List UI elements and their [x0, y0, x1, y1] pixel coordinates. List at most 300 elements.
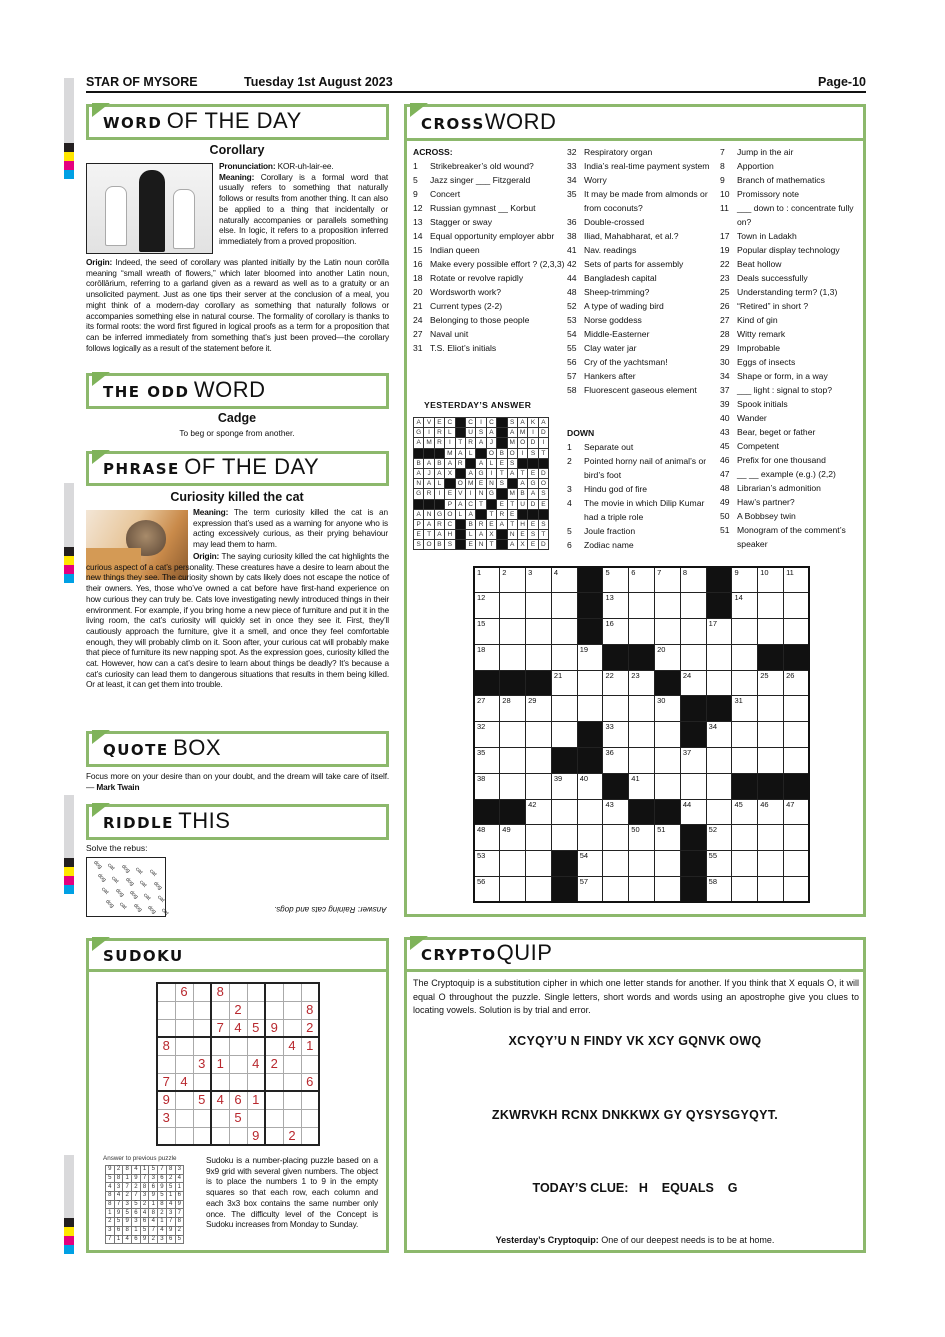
- crossword-cell[interactable]: [551, 825, 577, 851]
- crossword-cell[interactable]: [629, 748, 655, 774]
- clue-number: 19: [720, 245, 730, 255]
- crossword-cell[interactable]: 2: [500, 567, 526, 593]
- crossword-cell[interactable]: [784, 748, 810, 774]
- sudoku-cell[interactable]: [283, 1019, 301, 1037]
- crossword-cell[interactable]: 36: [603, 748, 629, 774]
- sudoku-cell[interactable]: [193, 1019, 211, 1037]
- crossword-row: [474, 877, 809, 903]
- rebus-word: dog: [96, 872, 107, 884]
- answer-black-cell: [465, 458, 475, 468]
- crossword-cell[interactable]: [526, 877, 552, 903]
- crossword-cell[interactable]: [680, 593, 706, 619]
- crossword-cell[interactable]: [629, 619, 655, 645]
- sudoku-cell[interactable]: [157, 1001, 175, 1019]
- clue-item: [720, 481, 862, 495]
- crossword-cell[interactable]: [551, 619, 577, 645]
- crossword-cell[interactable]: [603, 877, 629, 903]
- sudoku-cell[interactable]: [229, 1037, 247, 1055]
- crossword-cell[interactable]: [526, 593, 552, 619]
- answer-cell: 5: [158, 1192, 167, 1201]
- crossword-cell[interactable]: 58: [706, 877, 732, 903]
- crossword-cell[interactable]: [706, 748, 732, 774]
- rebus-word: cat: [117, 901, 128, 911]
- crossword-cell[interactable]: 1: [474, 567, 500, 593]
- crossword-cell[interactable]: [500, 619, 526, 645]
- sudoku-cell[interactable]: [247, 1109, 265, 1127]
- sudoku-cell: 2: [265, 1055, 283, 1073]
- sudoku-cell[interactable]: [157, 983, 175, 1001]
- sudoku-cell[interactable]: [265, 1109, 283, 1127]
- crossword-cell[interactable]: 54: [577, 851, 603, 877]
- crossword-cell[interactable]: 12: [474, 593, 500, 619]
- crossword-cell[interactable]: 41: [629, 773, 655, 799]
- crossword-cell[interactable]: [655, 593, 681, 619]
- crossword-cell[interactable]: [629, 696, 655, 722]
- clue-item: [413, 285, 565, 299]
- crossword-cell[interactable]: [706, 670, 732, 696]
- answer-cell: D: [528, 438, 538, 448]
- crossword-cell[interactable]: 55: [706, 851, 732, 877]
- crossword-cell[interactable]: 7: [655, 567, 681, 593]
- label: Origin:: [86, 257, 113, 267]
- crossword-cell[interactable]: [784, 877, 810, 903]
- crossword-cell[interactable]: 51: [655, 825, 681, 851]
- crossword-cell[interactable]: 39: [551, 773, 577, 799]
- crossword-row: [474, 644, 809, 670]
- crossword-cell[interactable]: [526, 619, 552, 645]
- crossword-cell[interactable]: 3: [526, 567, 552, 593]
- sudoku-cell[interactable]: [229, 1127, 247, 1145]
- sudoku-cell: 2: [283, 1127, 301, 1145]
- clue-text: Jump in the air: [737, 147, 794, 157]
- crossword-cell[interactable]: [784, 593, 810, 619]
- section-title-bold: SUDOKU: [103, 947, 184, 965]
- crossword-cell[interactable]: [500, 722, 526, 748]
- crossword-cell[interactable]: [526, 773, 552, 799]
- crossword-black-cell: [551, 851, 577, 877]
- clue-number: 6: [567, 540, 572, 550]
- answer-cell: L: [434, 479, 444, 489]
- sudoku-cell[interactable]: [175, 1127, 193, 1145]
- answer-cell: G: [486, 489, 496, 499]
- crossword-cell[interactable]: [603, 825, 629, 851]
- answer-cell: M: [424, 438, 434, 448]
- crossword-cell[interactable]: 29: [526, 696, 552, 722]
- crossword-cell[interactable]: 35: [474, 748, 500, 774]
- answer-cell: 9: [123, 1218, 132, 1227]
- sudoku-cell[interactable]: [247, 1037, 265, 1055]
- sudoku-cell[interactable]: [193, 1001, 211, 1019]
- crossword-cell[interactable]: 37: [680, 748, 706, 774]
- crossword-cell[interactable]: 20: [655, 644, 681, 670]
- across-heading: ACROSS:: [413, 147, 453, 157]
- rebus-word: dog: [146, 904, 157, 916]
- clue-number: 1: [567, 442, 572, 452]
- sudoku-cell[interactable]: [175, 1091, 193, 1109]
- clue-text: Wander: [737, 413, 767, 423]
- clue-number: 30: [720, 357, 730, 367]
- sudoku-cell[interactable]: [283, 1001, 301, 1019]
- crossword-cell[interactable]: [706, 644, 732, 670]
- registration-black: [64, 1218, 74, 1227]
- crossword-cell[interactable]: 4: [551, 567, 577, 593]
- crossword-cell[interactable]: [500, 593, 526, 619]
- answer-cell: M: [507, 489, 517, 499]
- sudoku-cell[interactable]: [157, 1055, 175, 1073]
- sudoku-cell[interactable]: [229, 983, 247, 1001]
- crossword-cell[interactable]: 38: [474, 773, 500, 799]
- clue-text: “Retired” in short ?: [737, 301, 809, 311]
- crossword-cell[interactable]: [758, 696, 784, 722]
- answer-cell: A: [424, 458, 434, 468]
- clue-item: [413, 173, 565, 187]
- registration-cyan: [64, 170, 74, 179]
- sudoku-cell[interactable]: [157, 1019, 175, 1037]
- answer-cell: 3: [175, 1166, 184, 1175]
- clue-text: Russian gymnast __ Korbut: [430, 203, 536, 213]
- crossword-cell[interactable]: 33: [603, 722, 629, 748]
- crossword-cell[interactable]: 14: [732, 593, 758, 619]
- sudoku-cell[interactable]: [211, 1127, 229, 1145]
- phrase-origin: [86, 551, 389, 690]
- sudoku-cell: 4: [247, 1055, 265, 1073]
- crossword-cell[interactable]: [758, 877, 784, 903]
- sudoku-cell[interactable]: [157, 1127, 175, 1145]
- crossword-cell[interactable]: [784, 851, 810, 877]
- rebus-word: dog: [114, 887, 125, 899]
- crossword-cell[interactable]: 46: [758, 799, 784, 825]
- crossword-cell[interactable]: [732, 851, 758, 877]
- crossword-cell[interactable]: [655, 877, 681, 903]
- clue-item: [720, 355, 862, 369]
- crossword-cell[interactable]: 13: [603, 593, 629, 619]
- sudoku-cell[interactable]: [283, 1109, 301, 1127]
- crossword-cell[interactable]: 6: [629, 567, 655, 593]
- crossword-cell[interactable]: [629, 722, 655, 748]
- crossword-cell[interactable]: [577, 670, 603, 696]
- answer-black-cell: [424, 499, 434, 509]
- answer-cell: C: [486, 418, 496, 428]
- crossword-cell[interactable]: [526, 851, 552, 877]
- crossword-cell[interactable]: [551, 799, 577, 825]
- crossword-cell[interactable]: [629, 851, 655, 877]
- crossword-cell[interactable]: [655, 619, 681, 645]
- crossword-cell[interactable]: [758, 619, 784, 645]
- answer-cell: E: [528, 519, 538, 529]
- clue-text: Equal opportunity employer abbr: [430, 231, 555, 241]
- crossword-cell[interactable]: [732, 722, 758, 748]
- crossword-cell[interactable]: 34: [706, 722, 732, 748]
- crossword-cell[interactable]: [732, 619, 758, 645]
- answer-cell: S: [507, 458, 517, 468]
- clue-number: 46: [720, 455, 730, 465]
- registration-magenta: [64, 565, 74, 574]
- crossword-cell[interactable]: 43: [603, 799, 629, 825]
- clue-text: ___ light : signal to stop?: [737, 385, 833, 395]
- crossword-cell[interactable]: [603, 851, 629, 877]
- across-clues-column-1: [413, 145, 565, 355]
- sudoku-cell[interactable]: [175, 1019, 193, 1037]
- crossword-cell[interactable]: [526, 644, 552, 670]
- crossword-cell[interactable]: 30: [655, 696, 681, 722]
- cryptoquip-header: [404, 937, 866, 972]
- clue-number: 12: [413, 203, 423, 213]
- answer-cell: 6: [140, 1218, 149, 1227]
- sudoku-cell[interactable]: [175, 1109, 193, 1127]
- sudoku-cell[interactable]: [265, 1073, 283, 1091]
- rebus-word: cat: [99, 886, 110, 896]
- crossword-cell[interactable]: [526, 825, 552, 851]
- sudoku-cell[interactable]: [283, 1055, 301, 1073]
- registration-magenta: [64, 161, 74, 170]
- clue-number: 10: [720, 189, 730, 199]
- sudoku-cell[interactable]: [283, 1091, 301, 1109]
- sudoku-cell[interactable]: [247, 1001, 265, 1019]
- sudoku-cell[interactable]: [265, 983, 283, 1001]
- sudoku-cell[interactable]: [301, 1127, 319, 1145]
- sudoku-row: [157, 1055, 319, 1073]
- section-title-light: THIS: [178, 808, 231, 833]
- crossword-cell[interactable]: [551, 644, 577, 670]
- word-of-day-header: [86, 104, 389, 140]
- sudoku-cell[interactable]: [193, 1037, 211, 1055]
- clue-item: [567, 524, 717, 538]
- crossword-cell[interactable]: 21: [551, 670, 577, 696]
- crossword-cell[interactable]: 15: [474, 619, 500, 645]
- crossword-cell[interactable]: 42: [526, 799, 552, 825]
- answer-cell: S: [507, 418, 517, 428]
- sudoku-cell[interactable]: [193, 983, 211, 1001]
- sudoku-cell[interactable]: [175, 1001, 193, 1019]
- sudoku-cell[interactable]: [211, 1037, 229, 1055]
- crossword-cell[interactable]: [551, 696, 577, 722]
- crossword-cell[interactable]: 45: [732, 799, 758, 825]
- crossword-cell[interactable]: [526, 748, 552, 774]
- crossword-cell[interactable]: 22: [603, 670, 629, 696]
- sudoku-cell[interactable]: [265, 1001, 283, 1019]
- clue-item: [567, 159, 717, 173]
- sudoku-cell[interactable]: [229, 1055, 247, 1073]
- crossword-cell[interactable]: 9: [732, 567, 758, 593]
- crossword-cell[interactable]: 17: [706, 619, 732, 645]
- crossword-cell[interactable]: [784, 619, 810, 645]
- answer-cell: A: [528, 489, 538, 499]
- rebus-word: dog: [124, 876, 135, 888]
- sudoku-cell[interactable]: [247, 1073, 265, 1091]
- answer-black-cell: [455, 519, 465, 529]
- clue-number: 11: [720, 203, 729, 213]
- crossword-cell[interactable]: [500, 644, 526, 670]
- answer-cell: 7: [114, 1200, 123, 1209]
- crossword-cell[interactable]: [577, 825, 603, 851]
- crossword-cell[interactable]: 32: [474, 722, 500, 748]
- crossword-black-cell: [732, 773, 758, 799]
- crossword-cell[interactable]: [758, 722, 784, 748]
- crossword-cell[interactable]: [758, 748, 784, 774]
- crossword-cell[interactable]: [577, 799, 603, 825]
- crossword-black-cell: [474, 799, 500, 825]
- crossword-cell[interactable]: [758, 851, 784, 877]
- answer-cell: I: [486, 468, 496, 478]
- crossword-cell[interactable]: [500, 877, 526, 903]
- answer-cell: 4: [114, 1192, 123, 1201]
- crossword-cell[interactable]: 25: [758, 670, 784, 696]
- sudoku-cell[interactable]: [283, 983, 301, 1001]
- pronunciation: KOR-uh-lair-ee.: [277, 161, 334, 171]
- clue-number: 3: [567, 484, 572, 494]
- crossword-cell[interactable]: 23: [629, 670, 655, 696]
- answer-cell: 7: [158, 1166, 167, 1175]
- crossword-cell[interactable]: 40: [577, 773, 603, 799]
- crossword-cell[interactable]: 44: [680, 799, 706, 825]
- crossword-cell[interactable]: [758, 825, 784, 851]
- crossword-cell[interactable]: [732, 644, 758, 670]
- crossword-cell[interactable]: 19: [577, 644, 603, 670]
- sudoku-cell[interactable]: [229, 1073, 247, 1091]
- crossword-cell[interactable]: 53: [474, 851, 500, 877]
- crossword-cell[interactable]: [629, 593, 655, 619]
- answer-cell: D: [538, 468, 548, 478]
- crossword-cell[interactable]: [732, 825, 758, 851]
- crossword-cell[interactable]: 24: [680, 670, 706, 696]
- answer-row: [414, 458, 549, 468]
- sudoku-cell[interactable]: [193, 1073, 211, 1091]
- crossword-cell[interactable]: 57: [577, 877, 603, 903]
- answer-cell: 5: [166, 1183, 175, 1192]
- crossword-cell[interactable]: 11: [784, 567, 810, 593]
- crossword-cell[interactable]: 48: [474, 825, 500, 851]
- sudoku-cell[interactable]: [211, 1001, 229, 1019]
- crossword-cell[interactable]: [784, 825, 810, 851]
- crossword-cell[interactable]: [655, 773, 681, 799]
- crossword-cell[interactable]: 5: [603, 567, 629, 593]
- sudoku-cell[interactable]: [175, 1037, 193, 1055]
- answer-cell: U: [517, 499, 527, 509]
- answer-cell: 4: [175, 1174, 184, 1183]
- clue-text: Shape or form, in a way: [737, 371, 828, 381]
- clue-number: 47: [720, 469, 730, 479]
- crossword-cell[interactable]: 8: [680, 567, 706, 593]
- crossword-cell[interactable]: [732, 670, 758, 696]
- crossword-cell[interactable]: [603, 696, 629, 722]
- crossword-cell[interactable]: 31: [732, 696, 758, 722]
- crossword-cell[interactable]: [655, 851, 681, 877]
- crossword-cell[interactable]: [784, 722, 810, 748]
- sudoku-cell[interactable]: [193, 1127, 211, 1145]
- answer-cell: I: [528, 428, 538, 438]
- answer-cell: E: [517, 530, 527, 540]
- clue-item: [567, 215, 717, 229]
- crossword-black-cell: [603, 644, 629, 670]
- crossword-cell[interactable]: 49: [500, 825, 526, 851]
- crossword-cell[interactable]: [680, 619, 706, 645]
- crossword-cell[interactable]: [784, 696, 810, 722]
- crossword-cell[interactable]: 26: [784, 670, 810, 696]
- sudoku-cell[interactable]: [247, 983, 265, 1001]
- sudoku-row: [106, 1174, 184, 1183]
- crossword-cell[interactable]: [655, 722, 681, 748]
- answer-cell: N: [486, 479, 496, 489]
- clue-text: Apportion: [737, 161, 774, 171]
- crossword-cell[interactable]: [732, 748, 758, 774]
- sudoku-cell: 7: [211, 1019, 229, 1037]
- sudoku-cell[interactable]: [175, 1055, 193, 1073]
- sudoku-cell[interactable]: [301, 983, 319, 1001]
- crossword-cell[interactable]: 47: [784, 799, 810, 825]
- sudoku-cell: 8: [211, 983, 229, 1001]
- crossword-cell[interactable]: 56: [474, 877, 500, 903]
- crossword-cell[interactable]: [732, 877, 758, 903]
- answer-cell: E: [507, 509, 517, 519]
- sudoku-cell[interactable]: [301, 1091, 319, 1109]
- crossword-cell[interactable]: [758, 593, 784, 619]
- crossword-cell[interactable]: [526, 722, 552, 748]
- sudoku-cell[interactable]: [301, 1109, 319, 1127]
- answer-cell: O: [517, 438, 527, 448]
- crossword-cell[interactable]: [551, 722, 577, 748]
- crossword-cell[interactable]: [500, 748, 526, 774]
- answer-cell: 1: [175, 1183, 184, 1192]
- sudoku-cell[interactable]: [265, 1091, 283, 1109]
- crossword-cell[interactable]: 18: [474, 644, 500, 670]
- sudoku-cell[interactable]: [283, 1073, 301, 1091]
- crossword-cell[interactable]: [680, 773, 706, 799]
- answer-black-cell: [455, 530, 465, 540]
- sudoku-cell[interactable]: [211, 1109, 229, 1127]
- sudoku-description: Sudoku is a number-placing puzzle based on a 9x9 grid with several given numbers. The object is to place the numbers 1 to 9 in the empty squares so that each row, each column and each 3x3 box contains the same number only once. The difficulty level of the Concept is Sudoku increases from Monday to Sunday.: [206, 1155, 378, 1230]
- sudoku-cell[interactable]: [301, 1055, 319, 1073]
- crossword-cell[interactable]: [706, 799, 732, 825]
- sudoku-cell[interactable]: [265, 1127, 283, 1145]
- sudoku-cell[interactable]: [265, 1037, 283, 1055]
- answer-black-cell: [517, 458, 527, 468]
- crossword-cell[interactable]: [706, 773, 732, 799]
- crossword-cell[interactable]: [500, 773, 526, 799]
- registration-cyan: [64, 1245, 74, 1254]
- answer-cell: 8: [123, 1166, 132, 1175]
- crossword-cell[interactable]: 28: [500, 696, 526, 722]
- crossword-cell[interactable]: [500, 851, 526, 877]
- crossword-cell[interactable]: 52: [706, 825, 732, 851]
- answer-cell: R: [434, 438, 444, 448]
- crossword-cell[interactable]: 10: [758, 567, 784, 593]
- clue-number: 9: [720, 175, 725, 185]
- crossword-cell[interactable]: [680, 644, 706, 670]
- crossword-cell[interactable]: [577, 696, 603, 722]
- crossword-cell[interactable]: [655, 748, 681, 774]
- clue-text: Pointed horny nail of animal’s or bird’s foot: [584, 456, 707, 480]
- crossword-cell[interactable]: [629, 877, 655, 903]
- crossword-cell[interactable]: 27: [474, 696, 500, 722]
- crossword-cell[interactable]: 16: [603, 619, 629, 645]
- sudoku-cell[interactable]: [193, 1109, 211, 1127]
- crossword-cell[interactable]: [551, 593, 577, 619]
- section-title-light: OF THE DAY: [166, 108, 302, 133]
- clue-item: [567, 341, 717, 355]
- clue-text: Competent: [737, 441, 780, 451]
- answer-cell: R: [434, 519, 444, 529]
- answer-cell: E: [497, 458, 507, 468]
- clue-number: 26: [720, 301, 730, 311]
- margin-gray-bar: [64, 483, 74, 547]
- clue-item: [720, 229, 862, 243]
- sudoku-cell[interactable]: [211, 1073, 229, 1091]
- clue-item: [567, 173, 717, 187]
- answer-cell: T: [538, 448, 548, 458]
- answer-cell: H: [517, 519, 527, 529]
- crossword-cell[interactable]: 50: [629, 825, 655, 851]
- answer-cell: 6: [175, 1192, 184, 1201]
